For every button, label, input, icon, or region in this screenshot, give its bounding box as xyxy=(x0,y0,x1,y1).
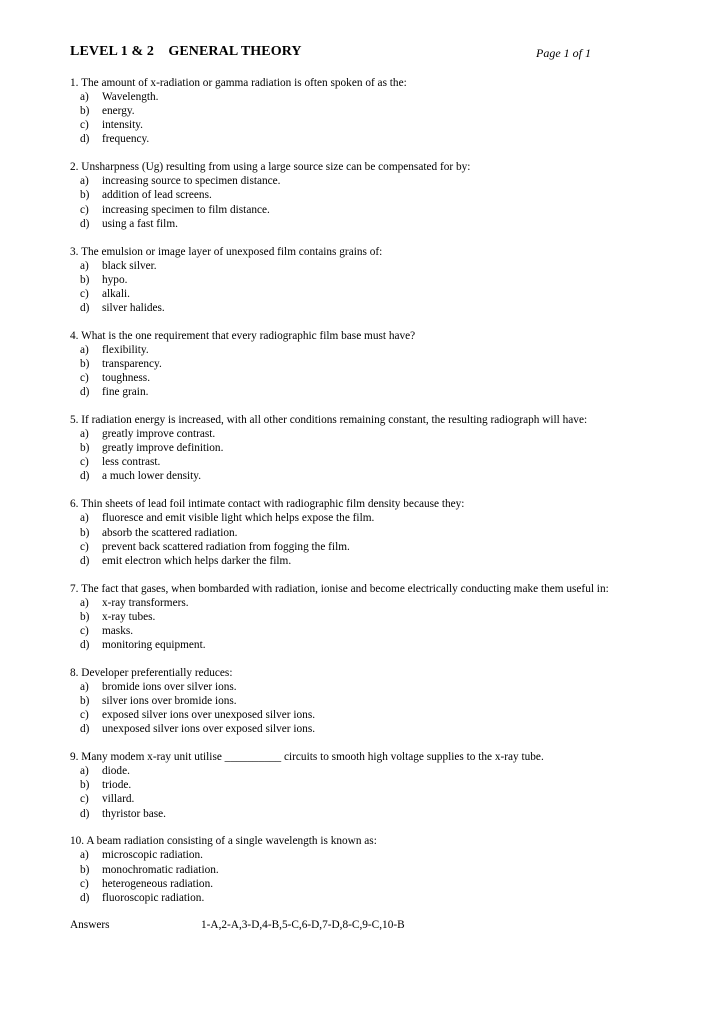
option-letter: c) xyxy=(80,372,89,385)
answer-option xyxy=(70,610,660,624)
option-letter: d) xyxy=(80,638,90,651)
answer-option xyxy=(70,203,660,217)
option-text: triode. xyxy=(102,779,132,792)
question-text: 3. The emulsion or image layer of unexposed film contains grains of: xyxy=(70,245,383,258)
option-text: black silver. xyxy=(102,259,157,272)
option-letter: b) xyxy=(80,273,90,286)
page-number: Page 1 of 1 xyxy=(536,46,591,60)
question-10 xyxy=(70,834,660,904)
option-letter: d) xyxy=(80,470,90,483)
option-text: Wavelength. xyxy=(102,91,159,104)
option-letter: c) xyxy=(80,709,89,722)
option-text: a much lower density. xyxy=(102,470,202,483)
option-text: emit electron which helps darker the film. xyxy=(102,554,292,567)
option-text: greatly improve contrast. xyxy=(102,428,216,441)
option-text: addition of lead screens. xyxy=(102,189,212,202)
question-text: 7. The fact that gases, when bombarded with radiation, ionise and become electrically conducting make them useful in: xyxy=(70,582,609,595)
answer-option xyxy=(70,188,660,202)
option-letter: c) xyxy=(80,624,89,637)
option-letter: a) xyxy=(80,512,89,525)
option-letter: a) xyxy=(80,428,89,441)
answer-option xyxy=(70,427,660,441)
option-letter: b) xyxy=(80,526,90,539)
answer-option xyxy=(70,441,660,455)
answer-option xyxy=(70,343,660,357)
option-letter: c) xyxy=(80,456,89,469)
question-text: 1. The amount of x-radiation or gamma radiation is often spoken of as the: xyxy=(70,77,407,89)
answer-option xyxy=(70,301,660,315)
question-3 xyxy=(70,245,660,315)
option-letter: d) xyxy=(80,217,90,230)
option-text: transparency. xyxy=(102,357,162,370)
option-text: silver ions over bromide ions. xyxy=(102,695,237,708)
answer-option xyxy=(70,118,660,132)
question-8 xyxy=(70,666,660,736)
option-letter: c) xyxy=(80,877,89,890)
answer-option xyxy=(70,638,660,652)
question-text: 5. If radiation energy is increased, with all other conditions remaining constant, the resulting radiograph will have: xyxy=(70,414,588,427)
option-text: microscopic radiation. xyxy=(102,849,204,862)
answer-option xyxy=(70,848,660,862)
answer-option xyxy=(70,259,660,273)
question-6 xyxy=(70,497,660,567)
option-letter: a) xyxy=(80,91,89,104)
answer-key xyxy=(70,918,660,932)
option-text: absorb the scattered radiation. xyxy=(102,526,238,539)
answer-option xyxy=(70,891,660,905)
answer-key-values: 1-A,2-A,3-D,4-B,5-C,6-D,7-D,8-C,9-C,10-B xyxy=(201,918,405,931)
question-text: 8. Developer preferentially reduces: xyxy=(70,666,233,679)
option-letter: a) xyxy=(80,259,89,272)
option-text: diode. xyxy=(102,765,130,778)
answer-option xyxy=(70,132,660,146)
option-letter: a) xyxy=(80,765,89,778)
option-letter: b) xyxy=(80,189,90,202)
answer-option xyxy=(70,217,660,231)
option-letter: c) xyxy=(80,287,89,300)
option-letter: a) xyxy=(80,680,89,693)
answer-option xyxy=(70,357,660,371)
question-7 xyxy=(70,582,660,652)
question-1 xyxy=(70,76,660,146)
answer-option xyxy=(70,174,660,188)
answer-option xyxy=(70,680,660,694)
option-letter: d) xyxy=(80,133,90,146)
option-letter: b) xyxy=(80,105,90,118)
question-list xyxy=(70,76,660,905)
option-text: x-ray tubes. xyxy=(102,610,156,623)
answer-key-label: Answers xyxy=(70,918,110,931)
question-text: 9. Many modem x-ray unit utilise __________ circuits to smooth high voltage supplies to the x-ray tube. xyxy=(70,751,544,764)
option-letter: a) xyxy=(80,343,89,356)
answer-option xyxy=(70,287,660,301)
answer-option xyxy=(70,554,660,568)
answer-option xyxy=(70,526,660,540)
option-text: prevent back scattered radiation from fogging the film. xyxy=(102,540,350,553)
option-text: fine grain. xyxy=(102,386,149,399)
answer-option xyxy=(70,877,660,891)
option-text: increasing specimen to film distance. xyxy=(102,203,270,216)
answer-option xyxy=(70,792,660,806)
option-text: x-ray transformers. xyxy=(102,596,189,609)
answer-option xyxy=(70,708,660,722)
option-letter: d) xyxy=(80,807,90,820)
option-letter: d) xyxy=(80,554,90,567)
answer-option xyxy=(70,764,660,778)
header-title: LEVEL 1 & 2 GENERAL THEORY xyxy=(70,44,302,59)
answer-option xyxy=(70,273,660,287)
option-text: monochromatic radiation. xyxy=(102,863,219,876)
option-letter: c) xyxy=(80,119,89,132)
option-text: villard. xyxy=(102,793,135,806)
answer-option xyxy=(70,455,660,469)
option-text: less contrast. xyxy=(102,456,161,469)
option-letter: c) xyxy=(80,203,89,216)
option-letter: a) xyxy=(80,849,89,862)
document-page xyxy=(70,44,660,932)
option-text: using a fast film. xyxy=(102,217,178,230)
option-text: thyristor base. xyxy=(102,807,167,820)
answer-option xyxy=(70,807,660,821)
page-header xyxy=(70,44,660,66)
question-text: 10. A beam radiation consisting of a single wavelength is known as: xyxy=(70,835,377,848)
option-letter: d) xyxy=(80,723,90,736)
option-text: intensity. xyxy=(102,119,144,132)
option-text: fluoroscopic radiation. xyxy=(102,891,205,904)
option-letter: b) xyxy=(80,357,90,370)
option-text: alkali. xyxy=(102,287,130,300)
option-letter: b) xyxy=(80,779,90,792)
answer-option xyxy=(70,596,660,610)
answer-option xyxy=(70,90,660,104)
option-letter: c) xyxy=(80,540,89,553)
answer-option xyxy=(70,778,660,792)
option-text: unexposed silver ions over exposed silver ions. xyxy=(102,723,316,736)
option-letter: b) xyxy=(80,863,90,876)
option-text: monitoring equipment. xyxy=(102,638,206,651)
option-text: hypo. xyxy=(102,273,128,286)
answer-option xyxy=(70,722,660,736)
option-text: greatly improve definition. xyxy=(102,442,224,455)
answer-option xyxy=(70,624,660,638)
option-letter: b) xyxy=(80,610,90,623)
answer-option xyxy=(70,469,660,483)
question-5 xyxy=(70,413,660,483)
answer-option xyxy=(70,511,660,525)
question-text: 4. What is the one requirement that every radiographic film base must have? xyxy=(70,329,416,342)
option-letter: d) xyxy=(80,386,90,399)
option-text: heterogeneous radiation. xyxy=(102,877,214,890)
option-letter: d) xyxy=(80,301,90,314)
option-text: fluoresce and emit visible light which helps expose the film. xyxy=(102,512,375,525)
option-text: increasing source to specimen distance. xyxy=(102,175,281,188)
answer-option xyxy=(70,863,660,877)
option-text: energy. xyxy=(102,105,135,118)
question-9 xyxy=(70,750,660,820)
option-letter: b) xyxy=(80,695,90,708)
option-text: frequency. xyxy=(102,133,150,146)
option-text: toughness. xyxy=(102,372,151,385)
option-text: flexibility. xyxy=(102,343,149,356)
option-letter: a) xyxy=(80,175,89,188)
question-text: 6. Thin sheets of lead foil intimate contact with radiographic film density because they: xyxy=(70,498,465,511)
option-letter: b) xyxy=(80,442,90,455)
question-2 xyxy=(70,160,660,230)
option-text: exposed silver ions over unexposed silver ions. xyxy=(102,709,316,722)
option-letter: c) xyxy=(80,793,89,806)
question-4 xyxy=(70,329,660,399)
answer-option xyxy=(70,385,660,399)
answer-option xyxy=(70,104,660,118)
option-text: masks. xyxy=(102,624,134,637)
option-text: silver halides. xyxy=(102,301,165,314)
answer-option xyxy=(70,371,660,385)
answer-option xyxy=(70,694,660,708)
option-text: bromide ions over silver ions. xyxy=(102,680,237,693)
question-text: 2. Unsharpness (Ug) resulting from using a large source size can be compensated for by: xyxy=(70,161,471,174)
option-letter: a) xyxy=(80,596,89,609)
option-letter: d) xyxy=(80,891,90,904)
answer-option xyxy=(70,540,660,554)
